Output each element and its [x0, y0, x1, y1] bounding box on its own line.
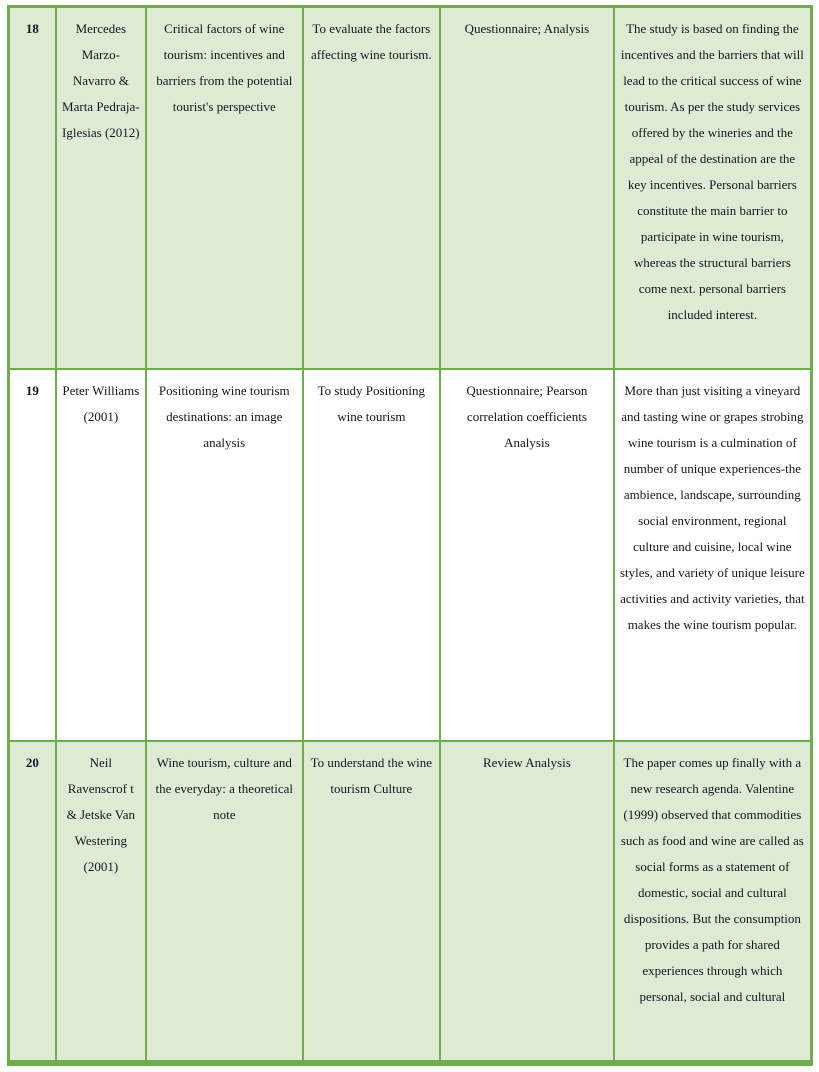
cell-objective: [303, 7, 441, 370]
study-number: 19: [25, 383, 39, 398]
findings-text: The paper comes up finally with a new research agenda. Valentine (1999) observed that commodities such as food and wine are called as social forms as a statement of domestic, social and cultural dispositions. But the consumption provides a path for shared experiences through which personal, social and cultural: [620, 755, 804, 1004]
cell-study-number: [9, 369, 56, 741]
findings-text: The study is based on finding the incentives and the barriers that will lead to the critical success of wine tourism. As per the study services offered by the wineries and the appeal of the destination are the key incentives. Personal barriers constitute the main barrier to participate in wine tourism, whereas the structural barriers come next. personal barriers included interest.: [620, 21, 804, 322]
cell-study-number: [9, 7, 56, 370]
objective-text: To understand the wine tourism Culture: [310, 755, 433, 796]
cell-findings: [614, 7, 812, 370]
cell-title: [146, 369, 303, 741]
authors-text: Mercedes Marzo-Navarro & Marta Pedraja-Iglesias (2012): [62, 21, 140, 140]
authors-text: Neil Ravenscrof t & Jetske Van Westering (2001): [66, 755, 136, 874]
cell-objective: [303, 369, 441, 741]
cell-method: [440, 7, 614, 370]
cell-objective: [303, 741, 441, 1063]
cell-study-number: [9, 741, 56, 1063]
title-text: Critical factors of wine tourism: incentives and barriers from the potential tourist's perspective: [156, 21, 293, 114]
cell-method: [440, 369, 614, 741]
cell-title: [146, 741, 303, 1063]
cell-authors: [56, 7, 146, 370]
cell-authors: [56, 369, 146, 741]
table-row: [9, 741, 812, 1063]
objective-text: To study Positioning wine tourism: [317, 383, 426, 424]
authors-text: Peter Williams (2001): [62, 383, 140, 424]
method-text: Questionnaire; Pearson correlation coefficients Analysis: [466, 383, 588, 450]
objective-text: To evaluate the factors affecting wine tourism.: [310, 21, 432, 62]
study-number: 18: [25, 21, 39, 36]
cell-title: [146, 7, 303, 370]
method-text: Review Analysis: [483, 755, 571, 770]
cell-findings: [614, 369, 812, 741]
title-text: Wine tourism, culture and the everyday: a theoretical note: [155, 755, 294, 822]
study-number: 20: [25, 755, 39, 770]
findings-text: More than just visiting a vineyard and tasting wine or grapes strobing wine tourism is a culmination of number of unique experiences-the ambience, landscape, surrounding social environment, regional culture and cuisine, local wine styles, and variety of unique leisure activities and activity varieties, that makes the wine tourism popular.: [619, 383, 805, 632]
literature-review-table: [7, 5, 813, 1066]
table-row: [9, 7, 812, 370]
cell-authors: [56, 741, 146, 1063]
cell-method: [440, 741, 614, 1063]
cell-findings: [614, 741, 812, 1063]
title-text: Positioning wine tourism destinations: an image analysis: [158, 383, 290, 450]
table-row: [9, 369, 812, 741]
method-text: Questionnaire; Analysis: [464, 21, 590, 36]
